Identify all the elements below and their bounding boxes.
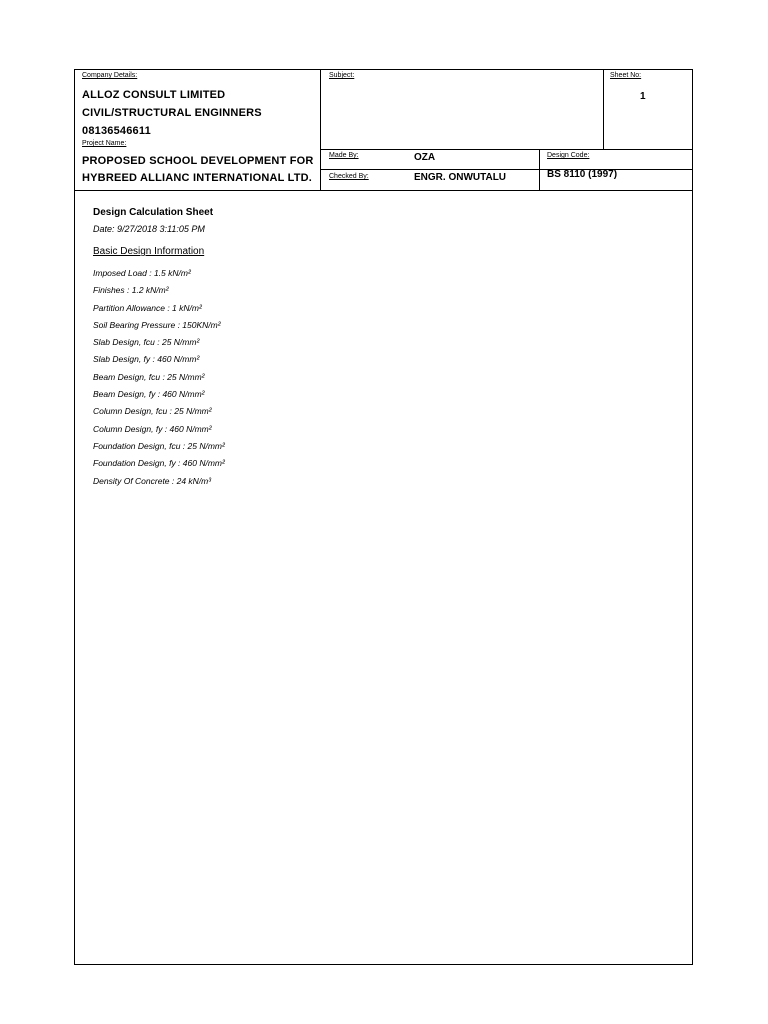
design-parameter: Column Design, fcu : 25 N/mm² bbox=[93, 406, 212, 417]
made-by-value: OZA bbox=[414, 152, 436, 163]
made-by-label: Made By: bbox=[329, 152, 359, 159]
calculation-date: Date: 9/27/2018 3:11:05 PM bbox=[93, 224, 205, 234]
header-divider-made-by bbox=[320, 149, 693, 150]
company-name: ALLOZ CONSULT LIMITED bbox=[82, 89, 226, 101]
design-parameter: Column Design, fy : 460 N/mm² bbox=[93, 423, 212, 434]
header-divider-subject bbox=[320, 69, 321, 190]
header-divider-design-code bbox=[539, 149, 540, 190]
company-phone: 08136546611 bbox=[82, 125, 151, 137]
header-bottom-rule bbox=[74, 190, 693, 191]
design-parameter: Density Of Concrete : 24 kN/m³ bbox=[93, 475, 212, 486]
sheet-frame bbox=[74, 69, 693, 965]
design-parameter: Beam Design, fcu : 25 N/mm² bbox=[93, 371, 205, 382]
sheet-no-label: Sheet No: bbox=[610, 72, 642, 79]
design-parameter: Foundation Design, fy : 460 N/mm² bbox=[93, 458, 225, 469]
project-name-label: Project Name: bbox=[82, 140, 127, 147]
design-parameter: Beam Design, fy : 460 N/mm² bbox=[93, 389, 205, 400]
header-divider-checked-by bbox=[320, 169, 693, 170]
company-details-label: Company Details: bbox=[82, 72, 138, 79]
design-parameters-list bbox=[93, 268, 225, 493]
subject-label: Subject: bbox=[329, 72, 355, 79]
project-name-clip bbox=[82, 150, 320, 188]
design-parameter: Soil Bearing Pressure : 150KN/m² bbox=[93, 319, 221, 330]
design-parameter: Slab Design, fy : 460 N/mm² bbox=[93, 354, 200, 365]
basic-design-info-heading: Basic Design Information bbox=[93, 246, 205, 257]
project-name-line-2: HYBREED ALLIANC INTERNATIONAL LTD. bbox=[82, 172, 313, 184]
sheet-number: 1 bbox=[640, 91, 646, 102]
checked-by-value: ENGR. ONWUTALU bbox=[414, 172, 507, 183]
design-parameter: Foundation Design, fcu : 25 N/mm² bbox=[93, 440, 225, 451]
design-parameter: Finishes : 1.2 kN/m² bbox=[93, 285, 169, 296]
checked-by-label: Checked By: bbox=[329, 173, 369, 180]
company-type: CIVIL/STRUCTURAL ENGINNERS bbox=[82, 107, 262, 119]
design-code-value: BS 8110 (1997) bbox=[547, 169, 618, 180]
project-name-line-1: PROPOSED SCHOOL DEVELOPMENT FOR bbox=[82, 155, 314, 167]
design-code-label: Design Code: bbox=[547, 152, 590, 159]
design-parameter: Partition Allowance : 1 kN/m² bbox=[93, 302, 202, 313]
calculation-sheet-title: Design Calculation Sheet bbox=[93, 207, 214, 218]
design-parameter: Slab Design, fcu : 25 N/mm² bbox=[93, 337, 200, 348]
header-divider-sheet bbox=[603, 69, 604, 149]
design-parameter: Imposed Load : 1.5 kN/m² bbox=[93, 268, 191, 278]
